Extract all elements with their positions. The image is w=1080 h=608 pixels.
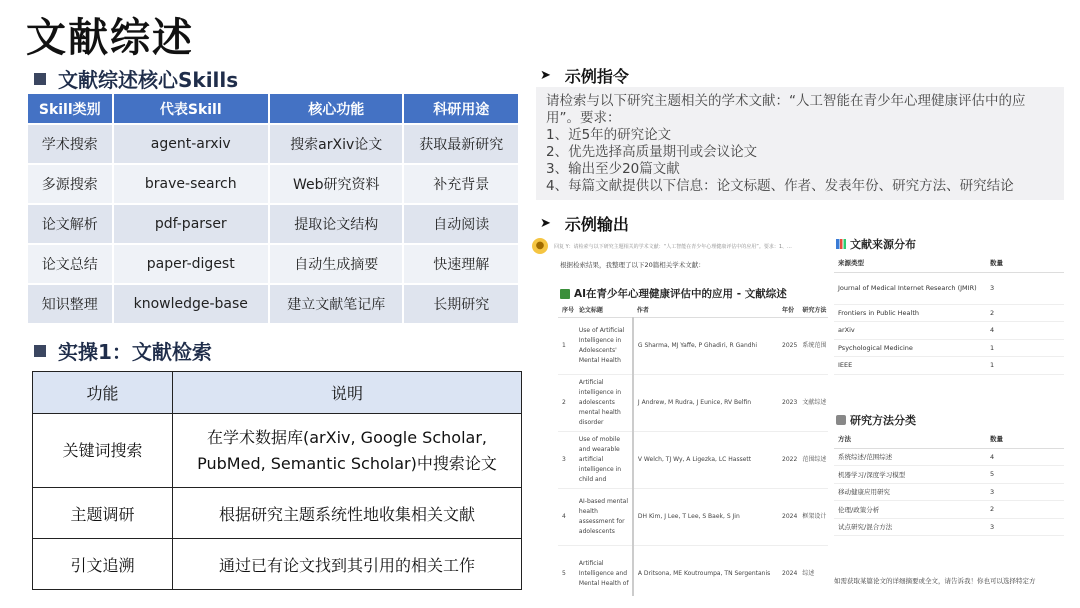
practice-heading-text: 实操1：文献检索: [58, 340, 212, 364]
table-cell: G Sharma, MJ Yaffe, P Ghadiri, R Gandhi: [633, 317, 778, 374]
prompt-line: 2、优先选择高质量期刊或会议论文: [546, 144, 758, 160]
table-cell: [575, 374, 633, 431]
table-cell: paper-digest: [114, 245, 268, 283]
table-row: [834, 483, 1064, 501]
table-cell: 知识整理: [28, 285, 112, 323]
table-cell: 自动生成摘要: [270, 245, 402, 283]
table-cell: 4: [986, 448, 1064, 466]
paper-title: Artificial intelligence in adolescents mental health disorder: [578, 378, 622, 426]
table-cell: J Andrew, M Rudra, J Eunice, RV Belfin: [633, 374, 778, 431]
practice-col-header: 功能: [33, 372, 173, 414]
table-cell: DH Kim, J Lee, T Lee, S Baek, S Jin: [633, 488, 778, 545]
table-cell: 补充背景: [404, 165, 518, 203]
example-output-heading-text: 示例输出: [564, 215, 629, 234]
table-row: [834, 304, 1064, 322]
table-cell: 主题调研: [33, 488, 173, 539]
table-row: [33, 488, 522, 539]
table-row: [558, 374, 828, 431]
table-cell: 1: [986, 357, 1064, 375]
table-cell: 学术搜索: [28, 125, 112, 163]
square-bullet-icon: [34, 345, 46, 357]
table-cell: 2025: [778, 317, 798, 374]
table-cell: 论文解析: [28, 205, 112, 243]
table-row: [834, 518, 1064, 536]
books-icon: [560, 289, 570, 299]
chat-top-line-text: 回复 Y：请检索与以下研究主题相关的学术文献：“人工智能在青少年心理健康评估中的应用”。要求：1、...: [554, 243, 792, 250]
skills-col-header: 科研用途: [404, 94, 518, 123]
source-col-header: 数量: [986, 254, 1064, 272]
table-cell: 2023: [778, 374, 798, 431]
table-row: [558, 317, 828, 374]
table-cell: brave-search: [114, 165, 268, 203]
table-cell: 框架设计: [798, 488, 828, 545]
lit-col-header: 序号: [558, 302, 575, 317]
prompt-line: 3、输出至少20篇文献: [546, 161, 680, 177]
table-cell: 3: [986, 518, 1064, 536]
table-cell: IEEE: [834, 357, 986, 375]
practice-heading: [34, 336, 212, 365]
table-cell: 4: [986, 322, 1064, 340]
chat-footer-text: 如需获取某篇论文的详细摘要或全文，请告诉我！你也可以选择特定方: [834, 577, 1036, 585]
skills-heading-text: 文献综述核心Skills: [58, 68, 239, 92]
table-row: [33, 539, 522, 590]
table-row: [558, 545, 828, 596]
table-cell: 2: [986, 501, 1064, 519]
lit-col-header: 年份: [778, 302, 798, 317]
method-col-header: 数量: [986, 430, 1064, 448]
table-cell: Web研究资料: [270, 165, 402, 203]
table-cell: [575, 545, 633, 596]
table-cell: 多源搜索: [28, 165, 112, 203]
example-prompt-heading-text: 示例指令: [564, 67, 629, 86]
table-cell: knowledge-base: [114, 285, 268, 323]
table-cell: 2024: [778, 488, 798, 545]
method-classification-table: [834, 430, 1064, 536]
table-row: [28, 125, 518, 163]
table-cell: arXiv: [834, 322, 986, 340]
table-cell: 3: [558, 431, 575, 488]
table-cell: 范围综述: [798, 431, 828, 488]
table-row: [834, 501, 1064, 519]
method-classification-title: [836, 412, 916, 428]
table-row: [28, 205, 518, 243]
table-cell: 系统范围: [798, 317, 828, 374]
prompt-line: 请检索与以下研究主题相关的学术文献：“人工智能在青少年心理健康评估中的应用”。要求：: [546, 93, 1026, 126]
page-title: 文献综述: [26, 15, 194, 61]
source-col-header: 来源类型: [834, 254, 986, 272]
table-cell: 综述: [798, 545, 828, 596]
table-cell: 2024: [778, 545, 798, 596]
table-row: [28, 245, 518, 283]
table-row: [834, 357, 1064, 375]
lit-col-header: 作者: [633, 302, 778, 317]
source-distribution-table: [834, 254, 1064, 375]
table-cell: 3: [986, 483, 1064, 501]
table-cell: 5: [986, 466, 1064, 484]
table-cell: [575, 317, 633, 374]
table-cell: 获取最新研究: [404, 125, 518, 163]
example-output-screenshot: [530, 236, 1066, 596]
paper-title: Use of Artificial Intelligence in Adolescents' Mental Health: [578, 326, 625, 364]
square-bullet-icon: [34, 73, 46, 85]
table-cell: 提取论文结构: [270, 205, 402, 243]
skills-heading: [34, 64, 238, 93]
table-cell: 1: [558, 317, 575, 374]
bar-chart-icon: [836, 239, 846, 249]
table-cell: 根据研究主题系统性地收集相关文献: [173, 488, 522, 539]
table-cell: 搜索arXiv论文: [270, 125, 402, 163]
table-cell: Journal of Medical Internet Research (JMIR): [834, 272, 986, 304]
literature-table: [558, 302, 828, 596]
table-cell: 移动健康应用研究: [834, 483, 986, 501]
table-cell: 伦理/政策分析: [834, 501, 986, 519]
chat-reply-text: 根据检索结果，我整理了以下20篇相关学术文献：: [560, 261, 705, 269]
table-cell: 机器学习/深度学习模型: [834, 466, 986, 484]
chat-top-line: [530, 236, 830, 256]
example-output-heading: [540, 212, 629, 235]
table-cell: 1: [986, 339, 1064, 357]
table-row: [834, 272, 1064, 304]
paper-title: Use of mobile and wearable artificial intelligence in child and: [578, 435, 622, 483]
literature-title-text: AI在青少年心理健康评估中的应用 - 文献综述: [574, 288, 787, 300]
table-cell: 引文追溯: [33, 539, 173, 590]
table-row: [28, 285, 518, 323]
skills-col-header: 代表Skill: [114, 94, 268, 123]
table-cell: 长期研究: [404, 285, 518, 323]
source-distribution-title-text: 文献来源分布: [850, 238, 916, 251]
practice-col-header: 说明: [173, 372, 522, 414]
skills-col-header: 核心功能: [270, 94, 402, 123]
prompt-line: 1、近5年的研究论文: [546, 127, 672, 143]
skills-table: [26, 92, 520, 325]
table-cell: [575, 431, 633, 488]
literature-title: [560, 286, 787, 301]
table-cell: 建立文献笔记库: [270, 285, 402, 323]
table-cell: 2022: [778, 431, 798, 488]
table-cell: [575, 488, 633, 545]
table-row: [834, 339, 1064, 357]
table-row: [834, 322, 1064, 340]
table-cell: 4: [558, 488, 575, 545]
practice-table: [32, 371, 522, 590]
table-cell: V Welch, TJ Wy, A Ligezka, LC Hassett: [633, 431, 778, 488]
table-cell: 通过已有论文找到其引用的相关工作: [173, 539, 522, 590]
lit-col-header: 论文标题: [575, 302, 633, 317]
table-cell: 系统综述/范围综述: [834, 448, 986, 466]
table-cell: 自动阅读: [404, 205, 518, 243]
table-cell: 在学术数据库(arXiv, Google Scholar, PubMed, Semantic Scholar)中搜索论文: [173, 414, 522, 488]
source-distribution-title: [836, 236, 916, 252]
table-cell: 关键词搜索: [33, 414, 173, 488]
paper-title: Artificial Intelligence and Mental Health of: [578, 559, 629, 587]
table-cell: 2: [558, 374, 575, 431]
table-cell: 2: [986, 304, 1064, 322]
method-col-header: 方法: [834, 430, 986, 448]
prompt-line: 4、每篇文献提供以下信息：论文标题、作者、发表年份、研究方法、研究结论: [546, 178, 1014, 194]
method-classification-title-text: 研究方法分类: [850, 414, 916, 427]
example-prompt-heading: [540, 64, 629, 87]
table-cell: A Dritsona, ME Koutroumpa, TN Sergentanis: [633, 545, 778, 596]
example-prompt-box: [536, 87, 1064, 200]
table-row: [28, 165, 518, 203]
table-cell: 5: [558, 545, 575, 596]
table-row: [834, 448, 1064, 466]
microscope-icon: [836, 415, 846, 425]
arrow-right-icon: ➤: [540, 216, 551, 231]
table-cell: 试点研究/混合方法: [834, 518, 986, 536]
table-cell: 快速理解: [404, 245, 518, 283]
table-cell: 3: [986, 272, 1064, 304]
arrow-right-icon: ➤: [540, 68, 551, 83]
bot-avatar-icon: ●: [532, 238, 548, 254]
paper-title: AI-based mental health assessment for adolescents: [578, 497, 628, 535]
table-cell: Frontiers in Public Health: [834, 304, 986, 322]
table-cell: agent-arxiv: [114, 125, 268, 163]
skills-col-header: Skill类别: [28, 94, 112, 123]
table-cell: 论文总结: [28, 245, 112, 283]
table-row: [834, 466, 1064, 484]
table-cell: 文献综述: [798, 374, 828, 431]
table-row: [33, 414, 522, 488]
table-row: [558, 488, 828, 545]
table-cell: pdf-parser: [114, 205, 268, 243]
table-row: [558, 431, 828, 488]
lit-col-header: 研究方法: [798, 302, 828, 317]
table-cell: Psychological Medicine: [834, 339, 986, 357]
